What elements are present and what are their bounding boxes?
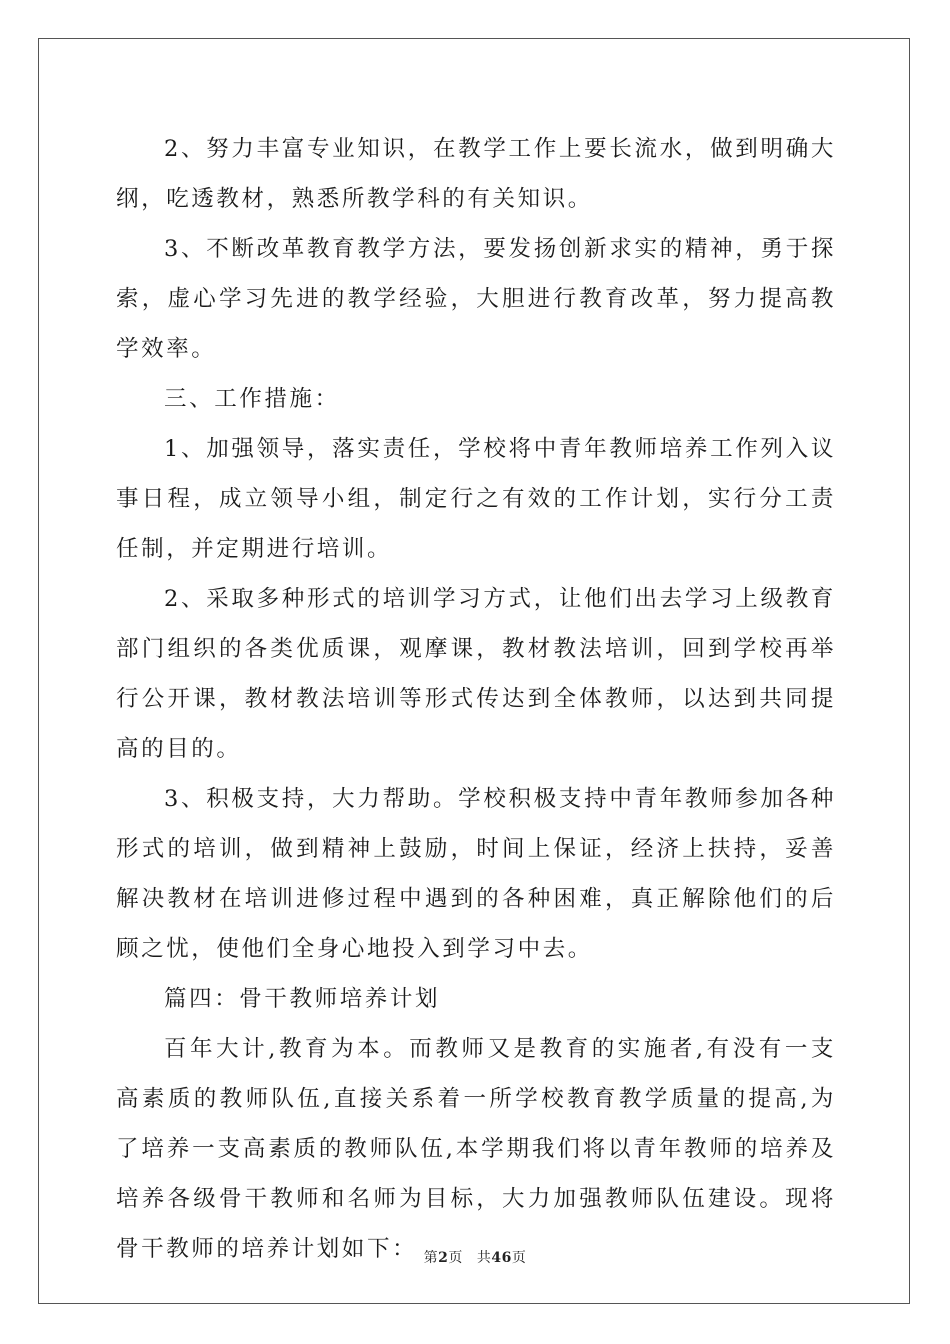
total-suffix: 页 bbox=[511, 1250, 527, 1266]
paragraph-1: 2、努力丰富专业知识，在教学工作上要长流水，做到明确大纲，吃透教材，熟悉所教学科的有关知识。 bbox=[116, 136, 836, 212]
page-prefix: 第 bbox=[423, 1250, 439, 1266]
page-footer bbox=[0, 1247, 950, 1267]
paragraph-2: 3、不断改革教育教学方法，要发扬创新求实的精神，勇于探索，虚心学习先进的教学经验，大胆进行教育改革，努力提高教学效率。 bbox=[116, 236, 836, 362]
page-suffix: 页 bbox=[448, 1250, 463, 1266]
total-pages: 46 bbox=[491, 1250, 512, 1266]
paragraph-4: 2、采取多种形式的培训学习方式，让他们出去学习上级教育部门组织的各类优质课，观摩课，教材教法培训，回到学校再举行公开课，教材教法培训等形式传达到全体教师，以达到共同提高的目的。 bbox=[116, 586, 836, 762]
paragraph-5: 3、积极支持，大力帮助。学校积极支持中青年教师参加各种形式的培训，做到精神上鼓励，时间上保证，经济上扶持，妥善解决教材在培训进修过程中遇到的各种困难，真正解除他们的后顾之忧，使他们全身心地投入到学习中去。 bbox=[116, 786, 836, 962]
page-number: 2 bbox=[438, 1250, 449, 1266]
document-body bbox=[116, 124, 836, 1274]
section-heading-measures: 三、工作措施： bbox=[164, 386, 340, 412]
paragraph-3: 1、加强领导，落实责任，学校将中青年教师培养工作列入议事日程，成立领导小组，制定行之有效的工作计划，实行分工责任制，并定期进行培训。 bbox=[116, 436, 836, 562]
chapter-heading: 篇四：骨干教师培养计划 bbox=[164, 986, 441, 1012]
paragraph-6: 百年大计,教育为本。而教师又是教育的实施者,有没有一支高素质的教师队伍,直接关系着一所学校教育教学质量的提高,为了培养一支高素质的教师队伍,本学期我们将以青年教师的培养及培养各级骨干教师和名师为目标，大力加强教师队伍建设。现将骨干教师的培养计划如下： bbox=[116, 1036, 836, 1262]
total-prefix: 共 bbox=[476, 1250, 492, 1266]
